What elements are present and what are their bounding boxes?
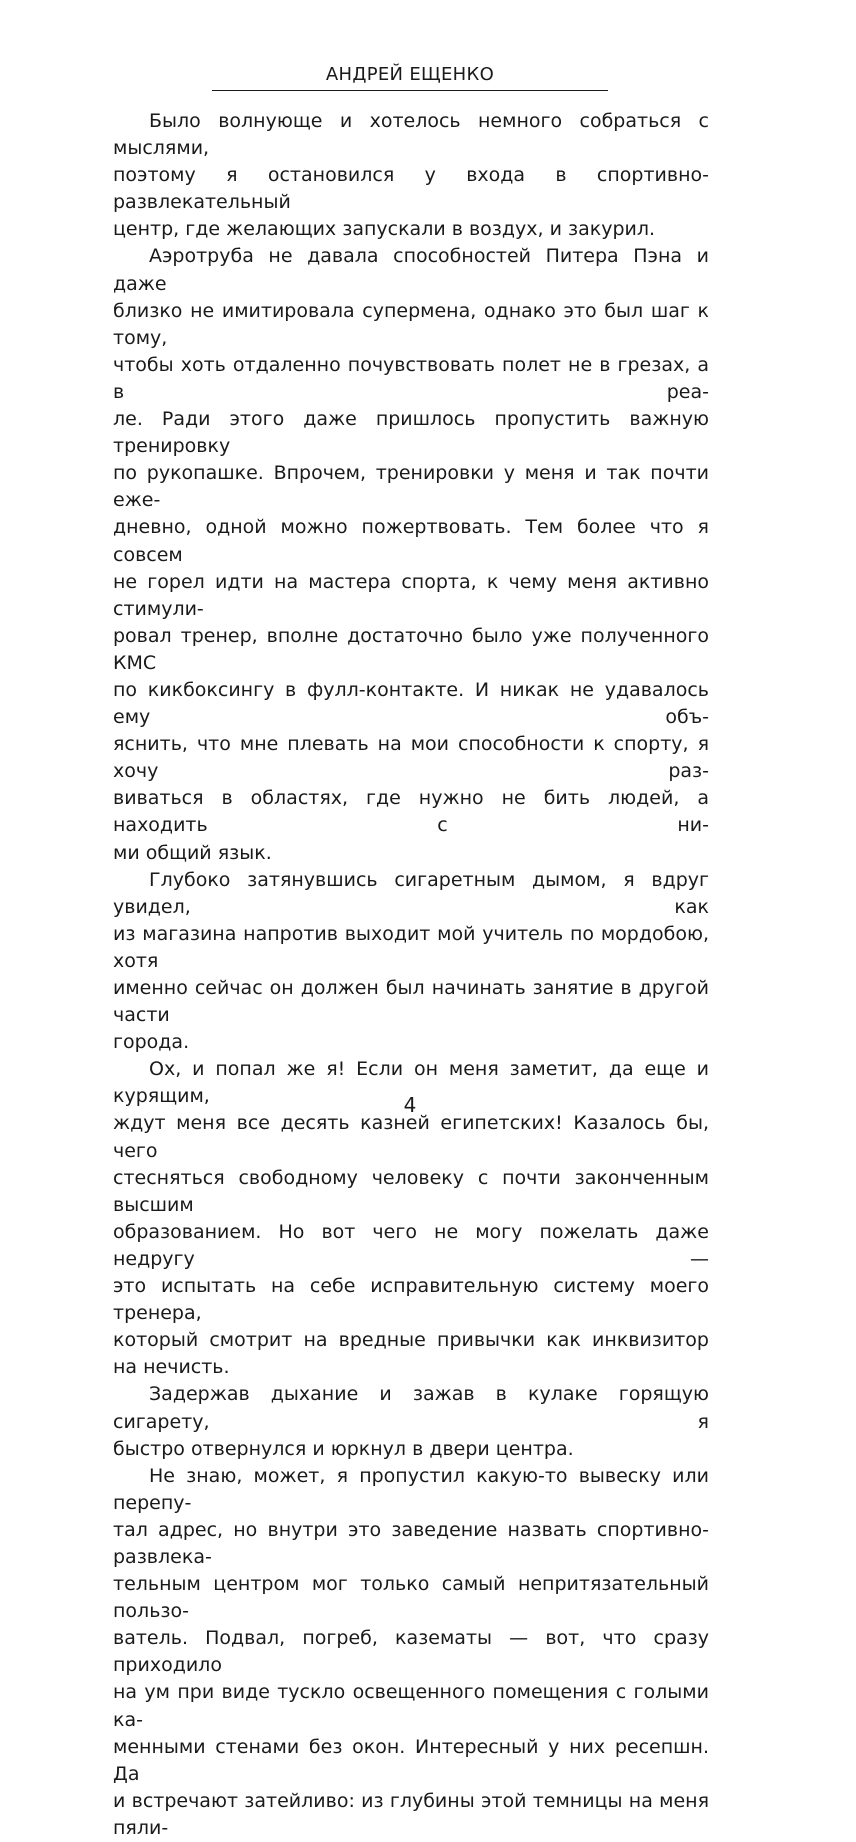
text-line: яснить, что мне плевать на мои способности к спорту, я хочу раз- xyxy=(113,733,709,783)
text-line: на нечисть. xyxy=(113,1356,230,1379)
text-line: тал адрес, но внутри это заведение назвать спортивно-развлека- xyxy=(113,1518,709,1568)
text-line: именно сейчас он должен был начинать занятие в другой части xyxy=(113,977,709,1027)
page-number: 4 xyxy=(403,1093,417,1117)
text-line: быстро отвернулся и юркнул в двери центра. xyxy=(113,1437,574,1460)
text-line: поэтому я остановился у входа в спортивно-развлекательный xyxy=(113,164,709,214)
paragraph xyxy=(113,867,709,1057)
text-line: на ум при виде тускло освещенного помещения с голыми ка- xyxy=(113,1681,709,1731)
header-rule xyxy=(212,90,608,91)
text-line: стесняться свободному человеку с почти законченным высшим xyxy=(113,1166,709,1216)
text-line: чтобы хоть отдаленно почувствовать полет не в грезах, а в реа- xyxy=(113,353,709,403)
text-line: ле. Ради этого даже пришлось пропустить важную тренировку xyxy=(113,408,709,458)
text-line: который смотрит на вредные привычки как инквизитор xyxy=(113,1329,709,1352)
text-line: по кикбоксингу в фулл-контакте. И никак не удавалось ему объ- xyxy=(113,678,709,729)
paragraph xyxy=(113,1381,709,1462)
text-line: по рукопашке. Впрочем, тренировки у меня и так почти еже- xyxy=(113,462,709,512)
text-line: это испытать на себе исправительную систему моего тренера, xyxy=(113,1275,709,1325)
text-line: виваться в областях, где нужно не бить людей, а находить с ни- xyxy=(113,787,709,837)
text-line: центр, где желающих запускали в воздух, и закурил. xyxy=(113,218,656,241)
text-line: ми общий язык. xyxy=(113,841,272,864)
text-line: ждут меня все десять казней египетских! Казалось бы, чего xyxy=(113,1112,709,1162)
text-line: Аэротруба не давала способностей Питера Пэна и даже xyxy=(113,245,709,295)
text-line: Не знаю, может, я пропустил какую-то вывеску или перепу- xyxy=(113,1464,709,1514)
text-line: дневно, одной можно пожертвовать. Тем более что я совсем xyxy=(113,516,709,566)
text-line: не горел идти на мастера спорта, к чему меня активно стимули- xyxy=(113,570,709,620)
running-header-author: АНДРЕЙ ЕЩЕНКО xyxy=(325,64,495,85)
text-line: близко не имитировала супермена, однако это был шаг к тому, xyxy=(113,299,709,349)
body-text xyxy=(113,108,709,1842)
text-line: города. xyxy=(113,1031,190,1054)
text-line: Было волнующе и хотелось немного собраться с мыслями, xyxy=(113,110,709,160)
text-line: из магазина напротив выходит мой учитель по мордобою, хотя xyxy=(113,922,709,972)
paragraph xyxy=(113,108,709,243)
paragraph xyxy=(113,1463,709,1842)
text-line: образованием. Но вот чего не могу пожелать даже недругу — xyxy=(113,1220,709,1270)
text-line: Задержав дыхание и зажав в кулаке горящую сигарету, я xyxy=(113,1383,709,1433)
text-line: ровал тренер, вполне достаточно было уже полученного КМС xyxy=(113,624,709,674)
text-line: тельным центром мог только самый непритязательный пользо- xyxy=(113,1573,709,1623)
text-line: и встречают затейливо: из глубины этой темницы на меня пяли- xyxy=(113,1789,709,1839)
text-line: Глубоко затянувшись сигаретным дымом, я вдруг увидел, как xyxy=(113,868,709,918)
paragraph xyxy=(113,243,709,866)
text-line: Ох, и попал же я! Если он меня заметит, да еще и курящим, xyxy=(113,1058,709,1108)
text-line: ватель. Подвал, погреб, казематы — вот, что сразу приходило xyxy=(113,1627,709,1677)
text-line: менными стенами без окон. Интересный у них ресепшн. Да xyxy=(113,1735,709,1785)
